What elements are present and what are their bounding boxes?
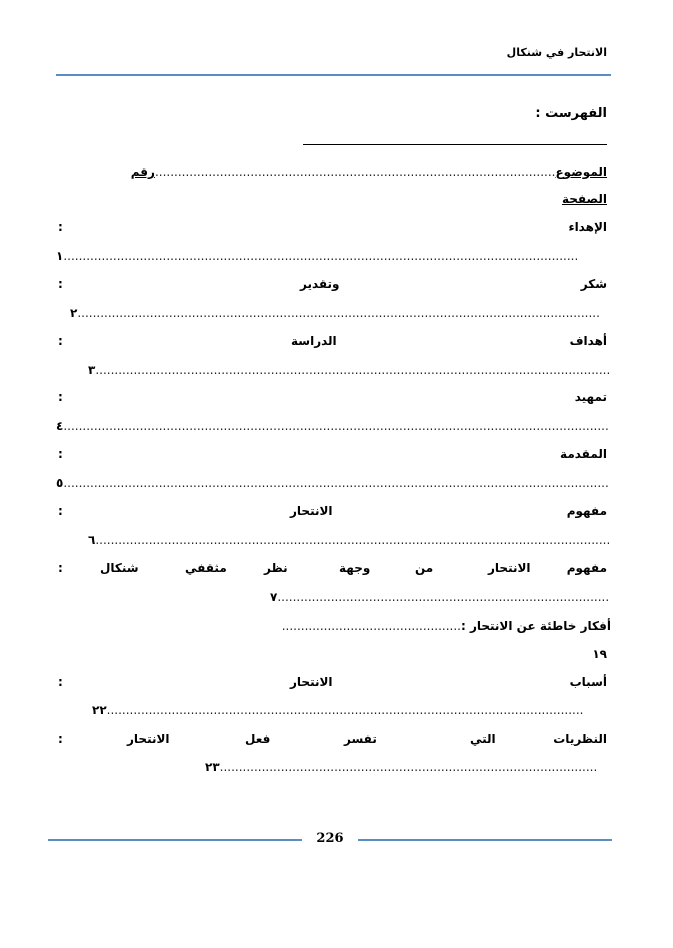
entry-causes-word2: الانتحار [290,675,333,689]
entry-colon: : [58,675,63,689]
entry-concept-word2: الانتحار [290,504,333,518]
entry-page-number: ٤ [56,419,64,433]
entry-page-number: ٢٣ [205,760,220,774]
entry-theories-word5: الانتحار [127,732,170,746]
entry-view-word4: وجهة [339,561,371,575]
subject-label: الموضوع [555,165,607,179]
footer-rule-left [48,839,302,841]
index-title: الفهرست : [535,106,607,121]
entry-thanks-word1: شكر [580,277,607,291]
page-number-label: رقم [130,165,155,179]
entry-view-word3: من [415,561,434,575]
entry-colon: : [58,277,63,291]
entry-colon: : [58,447,63,461]
entry-introduction-title: المقدمة [560,447,607,461]
entry-misconceptions-dots: ............................................... [281,619,461,633]
entry-view-word5: نظر [264,561,288,575]
entry-colon: : [58,220,63,234]
entry-theories-word1: النظريات [553,732,607,746]
footer-rule-right [358,839,612,841]
entry-page-number: ٢٢ [92,703,107,717]
entry-view-word6: مثقفي [185,561,227,575]
entry-preface-title: تمهيد [574,390,607,404]
entry-thanks-leader: .........................................................................................................................................٢ [70,306,600,320]
entry-view-word1: مفهوم [566,561,607,575]
entry-view-word7: شنكال [100,561,139,575]
entry-page-number: ٥ [56,476,64,490]
entry-introduction-leader: ...............................................................................................................................................٥ [56,476,609,490]
entry-page-number: ١ [56,249,64,263]
header-rule [56,74,611,76]
entry-preface-leader: ...............................................................................................................................................٤ [56,419,609,433]
entry-objectives-word1: أهداف [569,334,607,348]
entry-causes-word1: أسباب [569,675,607,689]
entry-colon: : [58,561,63,575]
entry-theories-word3: تفسر [344,732,377,746]
entry-concept-leader: .......................................................................................................................................٦ [88,533,611,547]
entry-dedication-leader: .......................................................................................................................................١ [56,249,579,263]
entry-misconceptions [56,619,611,633]
entry-view-word2: الانتحار [488,561,531,575]
entry-misconceptions-title: أفكار خاطئة عن الانتحار : [460,619,611,633]
page-header-label: الصفحة [561,192,607,206]
entry-objectives-word2: الدراسة [291,334,337,348]
subject-header [131,165,607,179]
entry-concept-word1: مفهوم [566,504,607,518]
entry-theories-word4: فعل [245,732,271,746]
entry-theories-leader: ...................................................................................................٢٣ [205,760,598,774]
entry-page-number: ٢ [70,306,78,320]
page-number: 226 [316,831,344,846]
entry-theories-word2: التي [470,732,496,746]
entry-misconceptions-page: ١٩ [592,647,607,661]
entry-page-number: ٧ [270,590,278,604]
entry-view-leader: .......................................................................................٧ [270,590,610,604]
entry-page-number: ٣ [88,363,96,377]
entry-causes-leader: .............................................................................................................................٢٢ [92,703,584,717]
running-header-title: الانتحار في شنكال [506,46,607,59]
entry-colon: : [58,732,63,746]
entry-objectives-leader: .......................................................................................................................................٣ [88,363,611,377]
header-leader-dots: ......................................................................................................... [154,165,556,179]
entry-thanks-word2: وتقدير [300,277,340,291]
entry-dedication-title: الإهداء [568,220,607,234]
title-underline [303,144,607,145]
entry-page-number: ٦ [88,533,96,547]
entry-colon: : [58,504,63,518]
entry-colon: : [58,390,63,404]
entry-colon: : [58,334,63,348]
